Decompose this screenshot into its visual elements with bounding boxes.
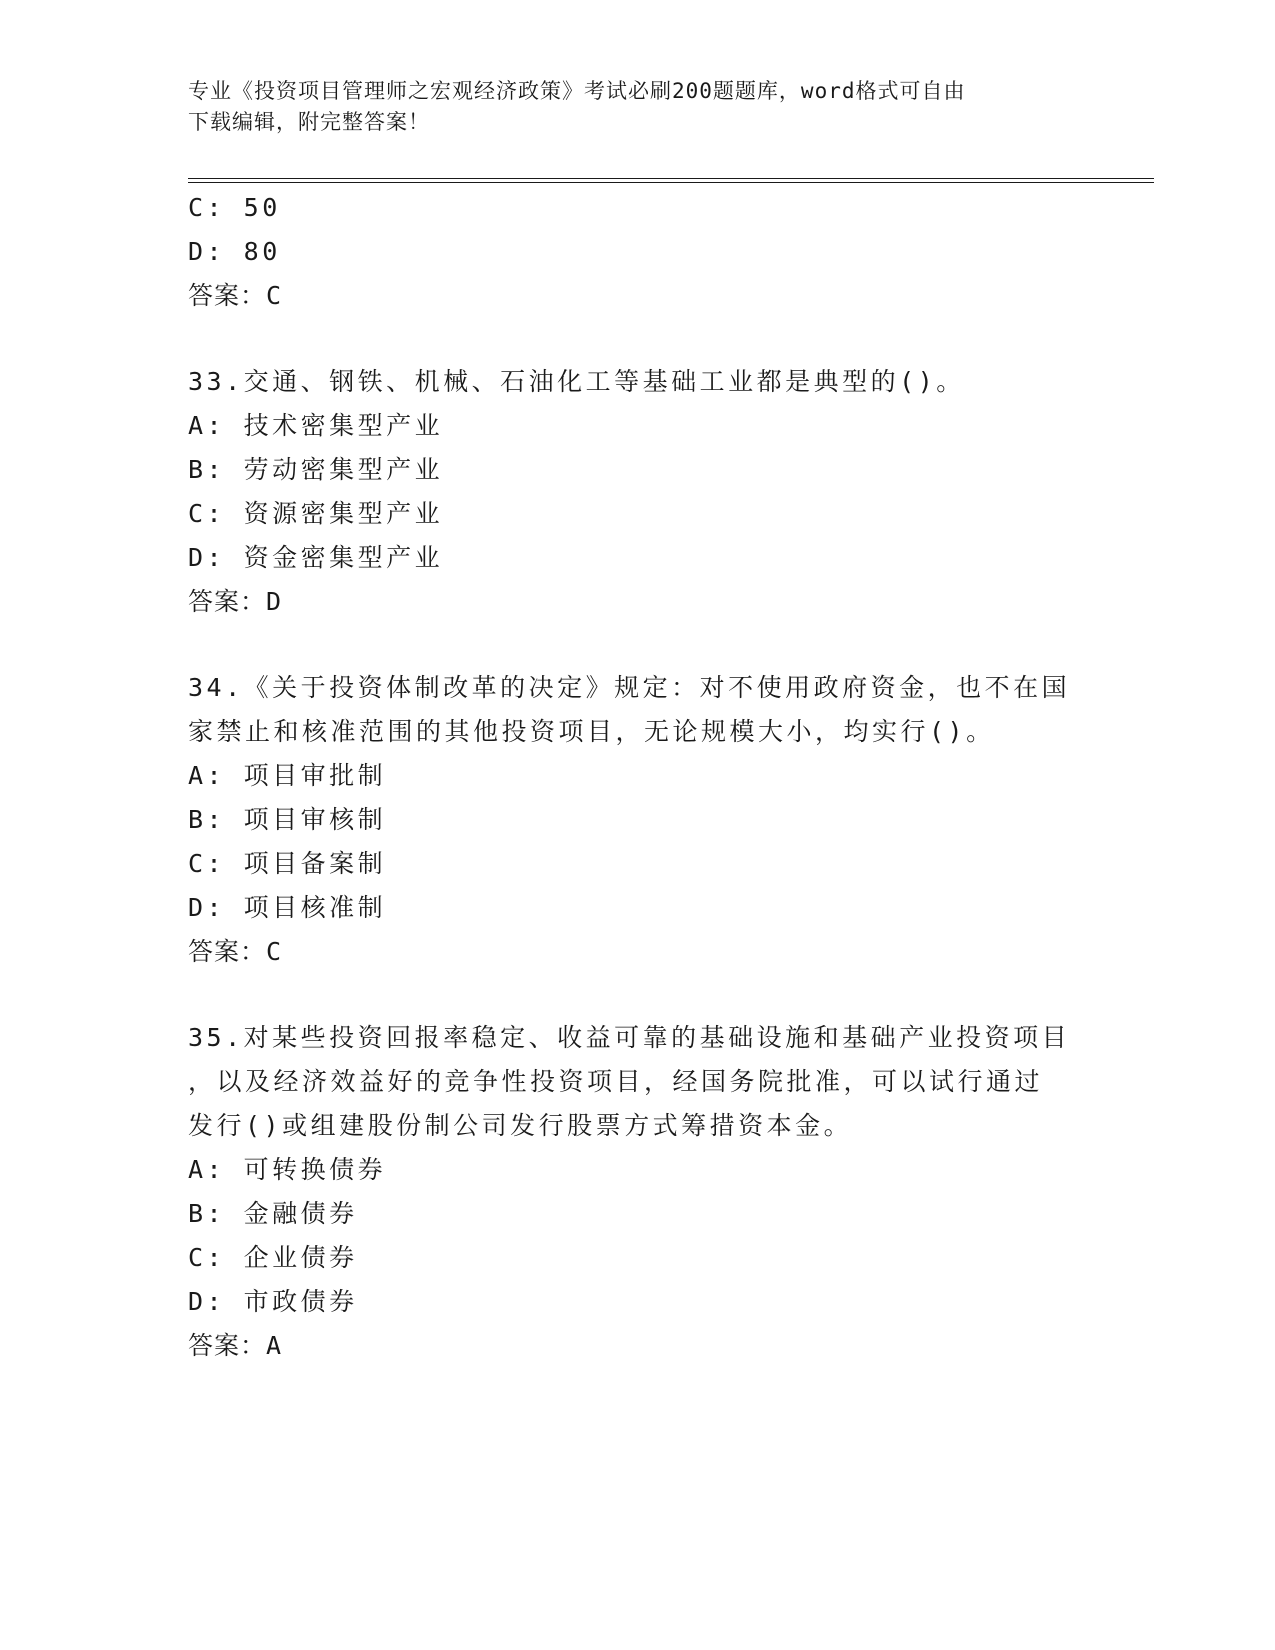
header-divider-bottom [188, 182, 1154, 183]
q33-option-a: A: 技术密集型产业 [188, 411, 444, 440]
q33-stem-line-1: 33.交通、钢铁、机械、石油化工等基础工业都是典型的()。 [188, 367, 965, 396]
q35-option-d: D: 市政债券 [188, 1287, 358, 1316]
prev-answer: 答案：C [188, 281, 283, 310]
q34-option-d: D: 项目核准制 [188, 893, 387, 922]
q35-stem-line-2: ，以及经济效益好的竞争性投资项目，经国务院批准，可以试行通过 [188, 1067, 1044, 1096]
prev-option-c: C: 50 [188, 193, 281, 222]
header-divider-top [188, 178, 1154, 179]
header-line-1: 专业《投资项目管理师之宏观经济政策》考试必刷200题题库，word格式可自由 [188, 79, 966, 103]
q34-stem-line-2: 家禁止和核准范围的其他投资项目，无论规模大小，均实行()。 [188, 717, 995, 746]
document-header [188, 76, 1088, 138]
q34-option-b: B: 项目审核制 [188, 805, 387, 834]
q33-answer: 答案：D [188, 587, 283, 616]
q33-option-b: B: 劳动密集型产业 [188, 455, 444, 484]
q34-option-c: C: 项目备案制 [188, 849, 387, 878]
q34-stem-line-1: 34.《关于投资体制改革的决定》规定：对不使用政府资金，也不在国 [188, 673, 1071, 702]
q35-option-a: A: 可转换债券 [188, 1155, 387, 1184]
q35-answer: 答案：A [188, 1331, 283, 1360]
q35-stem-line-3: 发行()或组建股份制公司发行股票方式筹措资本金。 [188, 1111, 853, 1140]
q33-option-c: C: 资源密集型产业 [188, 499, 444, 528]
q35-stem-line-1: 35.对某些投资回报率稳定、收益可靠的基础设施和基础产业投资项目 [188, 1023, 1071, 1052]
q33-option-d: D: 资金密集型产业 [188, 543, 444, 572]
header-line-2: 下载编辑，附完整答案！ [188, 110, 430, 134]
q35-option-c: C: 企业债券 [188, 1243, 358, 1272]
q34-answer: 答案：C [188, 937, 283, 966]
q34-option-a: A: 项目审批制 [188, 761, 387, 790]
q35-option-b: B: 金融债券 [188, 1199, 358, 1228]
prev-option-d: D: 80 [188, 237, 281, 266]
